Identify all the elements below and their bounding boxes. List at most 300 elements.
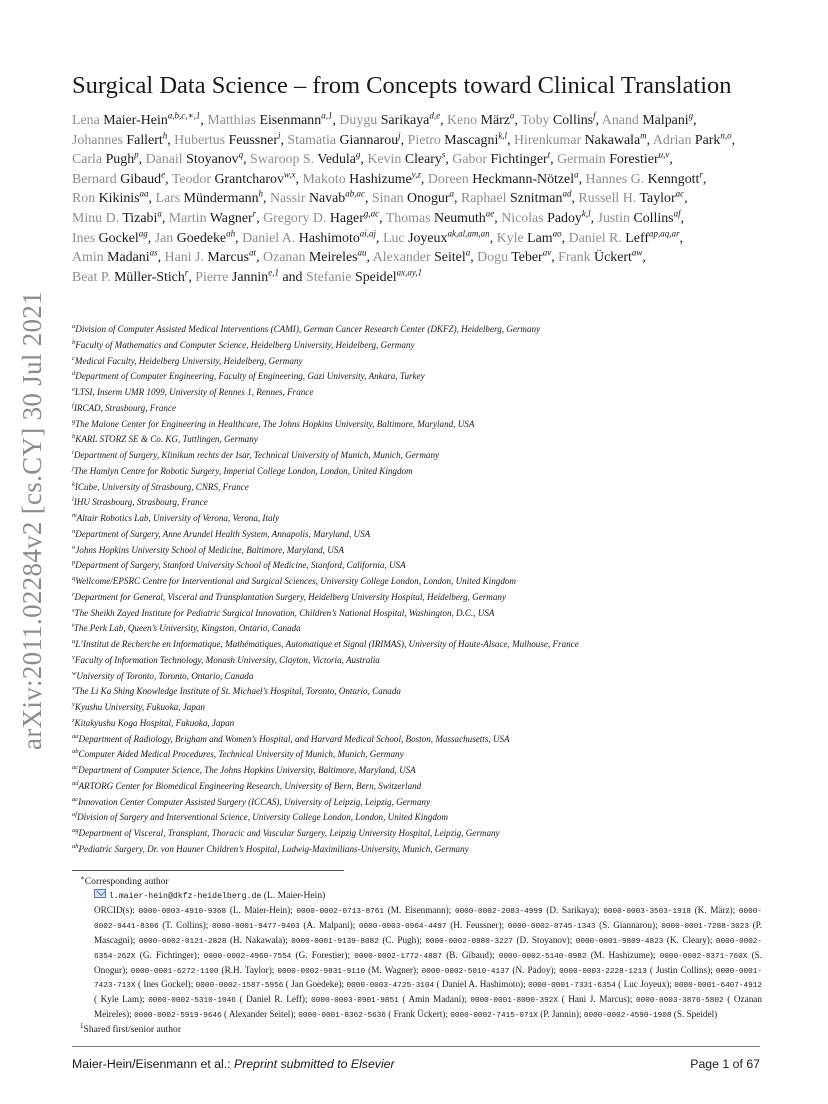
author-first-name: Amin [72,250,104,266]
author [305,267,423,285]
author-last-name: Tizabi [122,210,158,226]
affiliation-key: l [72,496,74,504]
orcid-id[interactable]: 0000-0001-9477-9403 [212,923,300,932]
affiliation-text: Division of Computer Assisted Medical Interventions (CAMI), German Cancer Research Center (DKFZ), Heidelberg, Germany [75,324,541,334]
orcid-id[interactable]: 0000-0002-0121-2828 [138,938,227,946]
orcid-id[interactable]: 0000-0002-1587-5956 [195,982,284,991]
author-first-name: Ron [72,191,96,207]
affiliation-text: Department of Computer Science, The Johns Hopkins University, Baltimore, Maryland, USA [78,765,416,775]
author-last-name: Maier-Hein [103,113,168,128]
affiliation [72,369,772,385]
author [302,169,421,187]
orcid-name: (P. Mascagni) [94,920,763,945]
author-affiliation-marks: a [509,110,515,121]
author-last-name: Padoy [547,210,582,226]
author-first-name: Makoto [302,171,346,187]
orcid-id[interactable]: 0000-0001-7423-713X [94,967,762,991]
author-first-name: Bernard [72,171,117,187]
author-first-name: Sinan [371,191,404,207]
author-last-name: Hashimoto [298,230,360,246]
orcid-name: ( Daniel A. Hashimoto) [436,979,524,990]
orcid-name: (S. Onogur) [94,949,763,975]
corresponding-mark: ∗ [80,873,85,882]
author-last-name: Hashizume [349,171,412,187]
affiliation-text: Department of Radiology, Brigham and Women’s Hospital, and Harvard Medical School, Boston, Massachusetts, USA [78,733,510,744]
orcid-id[interactable]: 0000-0002-0980-3227 [425,938,513,946]
affiliation-key: x [72,685,75,693]
orcid-id[interactable]: 0000-0002-6354-262X [94,938,763,961]
arxiv-stamp [12,240,52,800]
affiliation [72,511,772,527]
author [427,169,579,187]
author [601,110,694,128]
affiliation [72,747,772,763]
author-affiliation-marks: t [547,149,551,160]
affiliation-key: d [72,370,76,378]
author-last-name: Onogur [407,191,450,207]
author [72,169,166,187]
affiliation-key: y [72,700,75,708]
author-affiliation-marks: f [593,110,596,121]
author-last-name: Leff [625,230,649,246]
author-last-name: Wagner [209,210,253,226]
affiliation [72,795,772,811]
affiliation [72,606,772,622]
orcid-entry [139,905,291,915]
affiliation [72,543,772,559]
email-owner: (L. Maier-Hein) [263,890,326,902]
author-first-name: Johannes [72,132,123,148]
author-affiliation-marks: s [441,149,446,160]
author-first-name: Keno [447,113,478,128]
footer-preprint-note: Preprint submitted to Elsevier [234,1057,395,1071]
affiliation [72,763,772,779]
affiliation [72,480,772,496]
author-affiliation-marks: a,b,c,∗,1 [167,110,201,121]
orcid-name: (G. Fichtinger) [139,949,197,960]
orcid-id[interactable]: 0000-0002-9831-9110 [277,967,366,976]
author-last-name: Feussner [228,132,278,148]
author-last-name: Collins [552,113,594,128]
orcid-entry [347,979,524,989]
orcid-id[interactable]: 0000-0002-0713-8761 [296,908,385,917]
orcid-entry [499,950,653,960]
affiliation [72,653,772,669]
author-affiliation-marks: d,e [429,110,441,121]
author-affiliation-marks: a,1 [321,110,333,121]
orcid-entry [298,1009,445,1019]
author [195,267,279,285]
author [269,188,365,207]
orcid-name: (M. Eisenmann) [387,905,449,916]
affiliation [72,779,772,795]
orcid-id[interactable]: 0000-0002-5140-0982 [498,952,587,961]
orcid-name: ( Justin Collins) [649,964,711,975]
author-last-name: Heckmann-Nötzel [472,171,575,187]
affiliation-text: University of Toronto, Toronto, Ontario, Canada [76,670,254,681]
footer-authors: Maier-Hein/Eisenmann et al.: [72,1057,231,1071]
orcid-id[interactable]: 0000-0001-8362-5636 [298,1011,386,1020]
author-first-name: Nicolas [501,210,544,226]
affiliation [72,590,772,606]
orcid-name: (L. Maier-Hein) [229,905,291,916]
arxiv-stamp-text: arXiv:2011.02284v2 [cs.CY] 30 Jul 2021 [16,290,47,750]
affiliation-key: ac [72,763,79,771]
affiliation [72,495,772,511]
orcid-id[interactable]: 0000-0001-9809-4823 [575,938,664,946]
orcid-name: (K. Cleary) [666,935,710,945]
author-last-name: Grantcharov [214,171,284,187]
author-first-name: Teodor [171,171,211,187]
author-last-name: Collins [633,210,674,226]
footnotes [80,875,762,1037]
orcid-id[interactable]: 0000-0002-5010-4137 [421,967,510,976]
affiliation-text: The Li Ka Shing Knowledge Institute of St. Michael’s Hospital, Toronto, Ontario, Canada [74,686,401,697]
orcid-id[interactable]: 0000-0002-4960-7554 [203,952,292,961]
author-affiliation-marks: e [161,169,166,180]
orcid-label: ORCID(s): [94,905,135,916]
orcid-id[interactable]: 0000-0001-9139-8082 [291,938,379,946]
author-first-name: Russell H. [578,191,637,207]
author-affiliation-marks: k,l [498,129,508,140]
author-affiliation-marks: a [574,169,579,180]
affiliation-key: ag [72,826,79,834]
affiliation-text: The Sheikh Zayed Institute for Pediatric Surgical Innovation, Children’s National Hospital, Washington, D.C., USA [74,607,495,618]
orcid-entry [291,935,419,945]
orcid-id[interactable]: 0000-0002-1772-4887 [354,952,442,961]
author-affiliation-marks: ag [138,227,148,238]
affiliation-key: ae [72,795,79,803]
author-first-name: Toby [521,113,550,128]
orcid-id[interactable]: 0000-0001-7288-3023 [661,923,749,932]
author-last-name: Mascagni [444,132,499,148]
orcid-name: (K. März) [694,905,733,916]
orcid-entry [528,979,669,989]
affiliation [72,826,772,842]
affiliation-text: ARTORG Center for Biomedical Engineering Research, University of Bern, Bern, Switzerland [78,780,422,791]
affiliation-list [72,322,772,858]
affiliation-key: f [72,401,74,409]
author-first-name: Stefanie [305,269,352,285]
affiliation-text: Department of Surgery, Klinikum rechts der Isar, Technical University of Munich, Munich, Germany [73,450,440,460]
corresponding-label: Corresponding author [84,876,169,887]
orcid-id[interactable]: 0000-0003-2228-1213 [559,967,647,976]
author [372,247,471,266]
orcid-name: (S. Speidel) [673,1008,718,1019]
orcid-id[interactable]: 0000-0001-6407-4912 [674,982,762,991]
orcid-entry [204,950,348,960]
orcid-id[interactable]: 0000-0001-6272-1100 [130,967,219,976]
affiliation-key: z [72,716,75,724]
author [578,188,685,207]
author-first-name: Alexander [372,250,431,266]
author-affiliation-marks: ac [675,188,685,199]
orcid-entry [212,920,353,930]
affiliation-key: ah [72,842,79,850]
orcid-id[interactable]: 0000-0002-2083-4999 [454,908,543,917]
orcid-id[interactable]: 0000-0003-0964-4497 [358,923,447,932]
author-first-name: Hannes G. [585,171,645,187]
author-first-name: Kevin [367,152,402,168]
orcid-id[interactable]: 0000-0002-8371-760X [659,952,748,961]
author-affiliation-marks: p [134,149,139,160]
author-affiliation-marks: ai,aj [359,227,377,238]
orcid-name: ( Ozanan Meireles) [94,994,762,1019]
orcid-name: ( Hani J. Marcus) [561,994,630,1005]
author-last-name: Kenngott [647,171,700,187]
author-affiliation-marks: w,x [283,169,296,180]
author-first-name: Kyle [496,230,524,246]
author-first-name: Danail [145,152,183,168]
affiliation-text: Division of Surgery and Interventional Science, University College London, London, United Kingdom [77,812,449,823]
orcid-name: ( Daniel R. Leff) [239,994,305,1005]
author-last-name: Neumuth [434,210,486,226]
author [263,208,380,226]
affiliation-key: e [72,385,75,393]
author [585,169,703,187]
author-affiliation-marks: k,l [581,208,591,219]
orcid-name: (B. Gibaud) [446,949,493,960]
author-first-name: Gabor [452,152,488,168]
orcid-id[interactable]: 0000-0002-9441-8306 [94,908,762,932]
orcid-name: (R.H. Taylor) [221,964,272,975]
orcid-entry [196,979,342,989]
affiliation [72,385,772,401]
orcid-entry [576,935,710,945]
affiliation-key: a [72,322,76,330]
orcid-entry [359,920,502,930]
author [72,227,148,246]
affiliation [72,810,772,826]
orcid-id[interactable]: 0000-0001-7331-6354 [528,982,616,991]
orcid-id[interactable]: 0000-0002-4590-1908 [583,1011,672,1020]
author [72,208,162,226]
affiliation-key: v [72,653,75,661]
author [145,149,244,168]
author-affiliation-marks: aw [631,247,643,258]
author-first-name: Hani J. [164,250,204,266]
shared-mark: 1 [80,1021,84,1030]
author-first-name: Thomas [385,210,431,226]
affiliation [72,401,772,417]
affiliation-text: IHU Strasbourg, Strasbourg, France [73,497,208,508]
affiliation-text: Department of Surgery, Anne Arundel Health System, Annapolis, Maryland, USA [75,528,371,539]
shared-label: Shared first/senior author [83,1023,182,1035]
orcid-id[interactable]: 0000-0003-4725-3104 [346,982,435,991]
author [242,227,377,246]
orcid-entry [311,994,464,1004]
author [339,110,441,128]
affiliation-key: j [72,464,74,472]
author-last-name: Speidel [354,269,397,285]
affiliation [72,354,772,370]
author-affiliation-marks: r [699,169,703,180]
orcid-entry [425,935,569,945]
affiliation [72,716,772,732]
affiliation [72,432,772,448]
author [72,149,139,168]
affiliation [72,417,772,433]
orcid-name: (H. Nakawala) [229,935,286,945]
affiliation-key: o [72,543,76,551]
author-affiliation-marks: g [355,149,361,160]
author [514,129,647,148]
affiliation-text: Computer Aided Medical Procedures, Technical University of Munich, Munich, Germany [78,749,404,760]
affiliation-text: The Hamlyn Centre for Robotic Surgery, Imperial College London, London, United Kingdom [73,465,413,476]
author-list: Lena Maier-Hein$^{a,b,c,∗,1}$, Matthias Eisenmann$^{a,1}$, Duygu Sarikaya$^{d,e}$, Keno März$^a$, Toby Collins$^f$, Anand Malpani$^g$, Johannes Fallert$^h$, Hubertus Feussner$^i$, Stamatia Giannarou$^j$, Pietro Mascagni$^{k,l}$, Hirenkumar Nakawala$^m$, Adrian Park$^{n,o}$, Carla Pugh$^p$, Danail Stoyanov$^q$, Swaroop S. Vedula$^g$, Kevin Cleary$^s$, Gabor Fichtinger$^t$, Germain Forestier$^{u,v}$, Bernard Gibaud$^e$, Teodor Grantcharov$^{w,x}$, Makoto Hashizume$^{y,z}$, Doreen Heckmann-Nötzel$^a$, Hannes G. Kenngott$^r$, Ron Kikinis$^{aa}$, Lars Mündermann$^h$, Nassir Navab$^{ab,ac}$, Sinan Onogur$^a$, Raphael Sznitman$^{ad}$, Russell H. Taylor$^{ac}$, Minu D. Tizabi$^a$, Martin Wagner$^r$, Gregory D. Hager$^{g,ac}$, Thomas Neumuth$^{ae}$, Nicolas Padoy$^{k,l}$, Justin Collins$^{af}$, Ines Gockel$^{ag}$, Jan Goedeke$^{ah}$, Daniel A. Hashimoto$^{ai,aj}$, Luc Joyeux$^{ak,al,am,an}$, Kyle Lam$^{ao}$, Daniel R. Leff$^{ap,aq,ar}$, Amin Madani$^{as}$, Hani J. Marcus$^{at}$, Ozanan Meireles$^{au}$, Alexander Seitel$^a$, Dogu Teber$^{av}$, Frank Ückert$^{aw}$, Beat P. Müller-Stich$^r$, Pierre Jannin$^{e,1}$ and Stefanie Speidel$^{ax,ay,1}$ [72,110,736,285]
author-last-name: Pugh [105,152,135,168]
author [72,247,158,266]
orcid-id[interactable]: 0000-0002-5919-9646 [134,1011,222,1020]
author [250,149,361,168]
author-first-name: Nassir [269,191,306,207]
affiliation-text: L’Institut de Recherche en Informatique, Mathématiques, Automatique et Signal (IRIMAS), University of Haute-Alsace, Mulhouse, France [75,639,579,649]
paper-title: Surgical Data Science – from Concepts toward Clinical Translation [72,72,732,99]
author-affiliation-marks: g [688,110,694,121]
affiliation-text: Department of Computer Engineering, Faculty of Engineering, Gazi University, Ankara, Turkey [75,371,425,382]
author-last-name: Ückert [594,250,632,266]
author-first-name: Duygu [339,113,378,128]
author-first-name: Frank [558,250,591,266]
author-affiliation-marks: a [449,188,454,199]
author-last-name: Lam [527,230,553,246]
orcid-entry [584,1009,717,1019]
author [382,227,490,246]
affiliation [72,464,772,480]
email-line [94,889,762,904]
author [371,188,454,207]
orcid-name: ( Amin Madani) [402,994,465,1005]
affiliation-text: Altair Robotics Lab, University of Verona, Verona, Italy [76,513,280,523]
orcid-id[interactable]: 0000-0003-3876-5802 [635,997,724,1006]
author [174,129,281,148]
author-last-name: Cleary [404,152,442,168]
affiliation [72,448,772,464]
affiliation-text: The Perk Lab, Queen’s University, Kingston, Ontario, Canada [73,623,301,634]
author-affiliation-marks: h [162,129,168,140]
affiliation-text: Faculty of Information Technology, Monash University, Clayton, Victoria, Australia [74,654,380,665]
author-first-name: Lars [155,191,181,207]
author-affiliation-marks: au [357,247,367,258]
orcid-name: ( Kyle Lam) [94,994,143,1005]
author-affiliation-marks: ab,ac [345,188,365,199]
author-affiliation-marks: a [465,247,471,258]
orcid-name: (N. Padoy) [512,964,554,975]
author-last-name: Vedula [317,152,356,168]
orcid-id[interactable]: 0000-0003-0901-9851 [311,997,399,1006]
affiliation-text: Department of Surgery, Stanford University School of Medicine, Stanford, California, USA [75,560,406,571]
email-link[interactable]: l.maier-hein@dkfz-heidelberg.de [109,892,262,902]
orcid-name: ( Alexander Seitel) [224,1008,294,1019]
author-affiliation-marks: ah [226,227,236,238]
orcid-entry [455,905,597,915]
affiliation-text: Faculty of Mathematics and Computer Science, Heidelberg University, Heidelberg, Germany [75,339,415,350]
author-first-name: Stamatia [287,132,337,148]
author-first-name: Carla [72,152,103,168]
affiliation-text: Kitakyushu Koga Hospital, Fukuoka, Japan [74,717,235,728]
orcid-name: ( Jan Goedeke) [285,979,342,990]
orcid-name: ( Ines Gockel) [137,979,191,990]
author-first-name: Daniel A. [242,230,296,246]
author-last-name: Forestier [609,152,659,168]
affiliation [72,558,772,574]
author-last-name: Gockel [98,230,139,246]
affiliation [72,574,772,590]
orcid-name: (H. Feussner) [450,920,502,931]
orcid-entry [508,920,655,930]
author-last-name: Meireles [308,250,358,266]
affiliation-text: Kyushu University, Fukuoka, Japan [74,702,205,712]
orcid-id[interactable]: 0000-0002-8745-1343 [507,923,596,932]
orcid-name: (M. Wagner) [368,964,417,975]
author [501,208,591,226]
author [557,149,670,168]
author [155,188,264,207]
author-last-name: Hager [329,210,364,226]
affiliation-key: ad [72,779,79,787]
orcid-name: (C. Pugh) [382,935,420,945]
author [72,188,149,207]
page-footer [72,1046,760,1071]
orcid-name: (A. Malpani) [303,920,353,931]
orcid-entry [354,950,492,960]
affiliation-key: r [72,590,75,598]
affiliation-text: IRCAD, Strasbourg, France [73,402,177,413]
affiliation-key: u [72,637,76,645]
author-affiliation-marks: q [238,149,244,160]
affiliation-text: LTSI, Inserm UMR 1099, University of Rennes 1, Rennes, France [74,387,314,397]
author-last-name: Teber [511,250,543,266]
orcid-name: ( Frank Ückert) [388,1008,446,1019]
affiliation-key: h [72,433,76,441]
orcid-id[interactable]: 0000-0002-7415-071X [450,1011,538,1020]
affiliation-key: af [72,811,78,819]
author [287,129,401,148]
author-first-name: Hubertus [174,132,226,148]
author-last-name: Müller-Stich [114,269,185,285]
orcid-entry [422,965,554,975]
author-first-name: Raphael [460,191,507,207]
author-affiliation-marks: i [277,129,281,140]
author-last-name: Joyeux [408,230,448,246]
author-last-name: Giannarou [339,132,399,148]
author-affiliation-marks: y,z [411,169,421,180]
affiliation-text: KARL STORZ SE & Co. KG, Tuttlingen, Germany [75,434,258,445]
author-last-name: Sarikaya [380,113,430,128]
orcid-id[interactable]: 0000-0003-4910-9368 [138,908,227,917]
affiliation-key: p [72,559,76,567]
author-first-name: Pierre [195,269,229,285]
author [407,129,508,148]
affiliation-text: Department for General, Visceral and Transplantation Surgery, Heidelberg University Hospital, Heidelberg, Germany [74,591,507,602]
orcid-name: (G. Forestier) [295,949,348,960]
author-first-name: Luc [382,230,405,246]
author [263,247,367,266]
author-affiliation-marks: r [184,267,189,278]
author-first-name: Daniel R. [568,230,622,246]
author [207,110,333,128]
orcid-id[interactable]: 0000-0003-3503-1918 [603,908,691,917]
author [171,169,296,187]
orcid-id[interactable]: 0000-0002-5310-1046 [148,997,236,1006]
orcid-id[interactable]: 0000-0001-8000-392X [470,997,558,1006]
author-first-name: Pietro [407,132,441,148]
author-last-name: Malpani [642,113,689,128]
author [452,149,551,168]
affiliation-text: Wellcome/EPSRC Centre for Interventional and Surgical Sciences, University College London, London, United Kingdom [75,576,516,586]
author [496,227,562,246]
author-first-name: Ozanan [263,250,306,266]
